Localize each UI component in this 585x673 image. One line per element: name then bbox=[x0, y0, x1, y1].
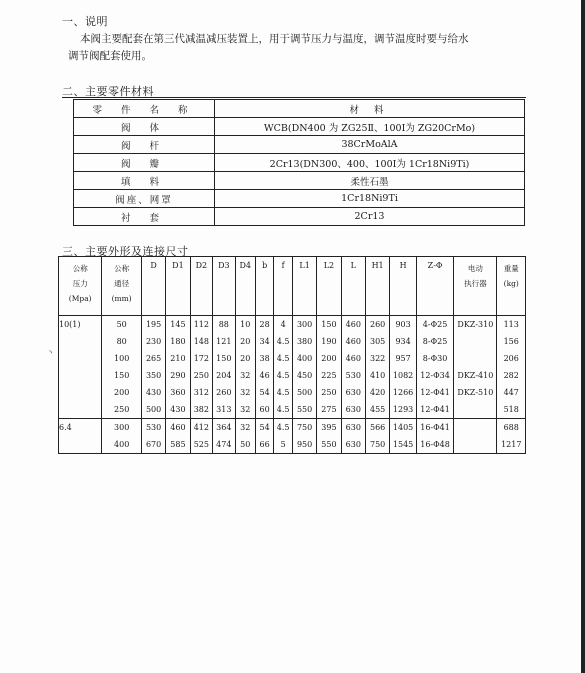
dimensions-body bbox=[59, 316, 526, 454]
dimension-cell: 750 bbox=[292, 419, 316, 437]
dimension-cell: 300 bbox=[292, 316, 316, 334]
col-D2: D2 bbox=[190, 257, 212, 316]
part-name-header: 零 件 名 称 bbox=[74, 100, 215, 118]
dimension-cell: 200 bbox=[102, 384, 142, 401]
col-D4: D4 bbox=[235, 257, 255, 316]
dimension-cell: 260 bbox=[213, 384, 235, 401]
dimension-cell: 1293 bbox=[390, 401, 417, 419]
actuator-header: 电动 执行器 bbox=[454, 257, 497, 316]
dimension-cell: 430 bbox=[166, 401, 190, 419]
dimension-cell: 16-Φ48 bbox=[416, 436, 453, 454]
dimensions-row bbox=[59, 384, 526, 401]
parts-header-row bbox=[74, 100, 525, 118]
dimension-cell: 32 bbox=[235, 367, 255, 384]
dimension-cell: 903 bbox=[390, 316, 417, 334]
dimension-cell: 950 bbox=[292, 436, 316, 454]
dimension-cell: 32 bbox=[235, 401, 255, 419]
dimensions-row bbox=[59, 436, 526, 454]
dimension-cell: 688 bbox=[497, 419, 526, 437]
dimension-cell: 500 bbox=[141, 401, 165, 419]
dimension-cell: 54 bbox=[255, 419, 273, 437]
dimension-cell: 530 bbox=[141, 419, 165, 437]
dimension-cell: 5 bbox=[274, 436, 293, 454]
dimension-cell: 172 bbox=[190, 350, 212, 367]
section3-title: 三、主要外形及连接尺寸 bbox=[62, 245, 189, 258]
dimension-cell: 450 bbox=[292, 367, 316, 384]
dimensions-row bbox=[59, 401, 526, 419]
dimension-cell: 750 bbox=[365, 436, 389, 454]
diameter-header: 公称 通径 (mm) bbox=[102, 257, 142, 316]
dimension-cell: 230 bbox=[141, 333, 165, 350]
dimension-cell bbox=[454, 333, 497, 350]
dimension-cell: 322 bbox=[365, 350, 389, 367]
dimension-cell: 1082 bbox=[390, 367, 417, 384]
section2-underline bbox=[62, 97, 526, 98]
dimension-cell: 585 bbox=[166, 436, 190, 454]
dimension-cell: 32 bbox=[235, 384, 255, 401]
col-L1: L1 bbox=[292, 257, 316, 316]
dimension-cell: 4.5 bbox=[274, 350, 293, 367]
dimension-cell: 275 bbox=[317, 401, 341, 419]
dimension-cell: 530 bbox=[341, 367, 365, 384]
col-D3: D3 bbox=[213, 257, 235, 316]
dimension-cell: 312 bbox=[190, 384, 212, 401]
dimension-cell: 957 bbox=[390, 350, 417, 367]
dimension-cell: 670 bbox=[141, 436, 165, 454]
dimension-cell: 260 bbox=[365, 316, 389, 334]
col-H: H bbox=[390, 257, 417, 316]
part-material: 柔性石墨 bbox=[215, 172, 525, 190]
dimension-cell: 16-Φ41 bbox=[416, 419, 453, 437]
dimension-cell: 420 bbox=[365, 384, 389, 401]
parts-row bbox=[74, 118, 525, 136]
dimension-cell: 412 bbox=[190, 419, 212, 437]
dimension-cell: 550 bbox=[317, 436, 341, 454]
dimension-cell: 4.5 bbox=[274, 419, 293, 437]
dimension-cell: 460 bbox=[341, 316, 365, 334]
dimension-cell: 121 bbox=[213, 333, 235, 350]
dimension-cell: 305 bbox=[365, 333, 389, 350]
part-name: 阀 瓣 bbox=[74, 154, 215, 172]
parts-row bbox=[74, 208, 525, 226]
dimension-cell: 364 bbox=[213, 419, 235, 437]
dimension-cell: 4.5 bbox=[274, 384, 293, 401]
col-D: D bbox=[141, 257, 165, 316]
dimension-cell: 630 bbox=[341, 419, 365, 437]
dimension-cell: DKZ-410 bbox=[454, 367, 497, 384]
parts-row bbox=[74, 154, 525, 172]
dimension-cell: 50 bbox=[235, 436, 255, 454]
dimension-cell: 66 bbox=[255, 436, 273, 454]
dimension-cell: 6.4 bbox=[59, 419, 102, 437]
dimension-cell bbox=[454, 350, 497, 367]
pressure-header: 公称 压力 (Mpa) bbox=[59, 257, 102, 316]
dimension-cell: 225 bbox=[317, 367, 341, 384]
col-L2: L2 bbox=[317, 257, 341, 316]
dimension-cell: 360 bbox=[166, 384, 190, 401]
dimension-cell: DKZ-310 bbox=[454, 316, 497, 334]
parts-row bbox=[74, 190, 525, 208]
dimension-cell bbox=[454, 401, 497, 419]
part-name: 衬 套 bbox=[74, 208, 215, 226]
dimension-cell: 113 bbox=[497, 316, 526, 334]
dimension-cell: 8-Φ25 bbox=[416, 333, 453, 350]
dimension-cell: 1266 bbox=[390, 384, 417, 401]
dimension-cell: 630 bbox=[341, 401, 365, 419]
part-name: 填 料 bbox=[74, 172, 215, 190]
dimension-cell: 60 bbox=[255, 401, 273, 419]
dimension-cell: 190 bbox=[317, 333, 341, 350]
dimension-cell: 8-Φ30 bbox=[416, 350, 453, 367]
description-line2: 调节阀配套使用。 bbox=[68, 50, 152, 62]
dimension-cell: 455 bbox=[365, 401, 389, 419]
dimensions-row bbox=[59, 419, 526, 437]
dimension-cell: 4-Φ25 bbox=[416, 316, 453, 334]
dimension-cell: 380 bbox=[292, 333, 316, 350]
dimension-cell bbox=[59, 401, 102, 419]
dimension-cell: 88 bbox=[213, 316, 235, 334]
dimensions-row bbox=[59, 367, 526, 384]
parts-materials-table bbox=[73, 99, 525, 226]
weight-header: 重量 (kg) bbox=[497, 257, 526, 316]
part-name: 阀 杆 bbox=[74, 136, 215, 154]
dimension-cell: 54 bbox=[255, 384, 273, 401]
section2-title: 二、主要零件材料 bbox=[62, 85, 154, 98]
dimensions-row bbox=[59, 316, 526, 334]
dimensions-table bbox=[58, 256, 526, 454]
dimension-cell: 150 bbox=[213, 350, 235, 367]
dimension-cell: 204 bbox=[213, 367, 235, 384]
col-f: f bbox=[274, 257, 293, 316]
dimension-cell: 4 bbox=[274, 316, 293, 334]
dimension-cell: 550 bbox=[292, 401, 316, 419]
dimension-cell: DKZ-510 bbox=[454, 384, 497, 401]
dimension-cell: 28 bbox=[255, 316, 273, 334]
dimension-cell: 32 bbox=[235, 419, 255, 437]
dimension-cell: 38 bbox=[255, 350, 273, 367]
dimension-cell: 282 bbox=[497, 367, 526, 384]
part-material: 38CrMoAlA bbox=[215, 136, 525, 154]
dimension-cell bbox=[59, 384, 102, 401]
dimension-cell: 180 bbox=[166, 333, 190, 350]
dimension-cell: 4.5 bbox=[274, 401, 293, 419]
dimension-cell: 150 bbox=[102, 367, 142, 384]
dimensions-row bbox=[59, 333, 526, 350]
dimension-cell: 10 bbox=[235, 316, 255, 334]
dimension-cell: 12-Φ41 bbox=[416, 384, 453, 401]
dimension-cell: 50 bbox=[102, 316, 142, 334]
dimension-cell: 460 bbox=[166, 419, 190, 437]
dimension-cell bbox=[59, 350, 102, 367]
dimension-cell: 630 bbox=[341, 436, 365, 454]
part-material: 2Cr13 bbox=[215, 208, 525, 226]
dimension-cell: 12-Φ34 bbox=[416, 367, 453, 384]
dimension-cell: 518 bbox=[497, 401, 526, 419]
dimension-cell: 145 bbox=[166, 316, 190, 334]
dimension-cell: 566 bbox=[365, 419, 389, 437]
part-name: 阀 体 bbox=[74, 118, 215, 136]
dimension-cell: 430 bbox=[141, 384, 165, 401]
dimensions-header-row bbox=[59, 257, 526, 316]
dimension-cell: 195 bbox=[141, 316, 165, 334]
dimension-cell bbox=[59, 436, 102, 454]
dimension-cell: 395 bbox=[317, 419, 341, 437]
section1-title: 一、说明 bbox=[62, 15, 108, 28]
dimension-cell: 460 bbox=[341, 333, 365, 350]
dimension-cell: 410 bbox=[365, 367, 389, 384]
part-name: 阀座、网罩 bbox=[74, 190, 215, 208]
dimension-cell: 20 bbox=[235, 333, 255, 350]
dimension-cell: 447 bbox=[497, 384, 526, 401]
margin-mark: ヽ bbox=[46, 348, 56, 358]
dimension-cell: 630 bbox=[341, 384, 365, 401]
col-b: b bbox=[255, 257, 273, 316]
dimension-cell: 934 bbox=[390, 333, 417, 350]
dimension-cell: 500 bbox=[292, 384, 316, 401]
part-material: WCB(DN400 为 ZG25Ⅱ、100Ⅰ为 ZG20CrMo) bbox=[215, 118, 525, 136]
dimension-cell: 290 bbox=[166, 367, 190, 384]
dimension-cell: 148 bbox=[190, 333, 212, 350]
dimension-cell bbox=[59, 333, 102, 350]
dimension-cell bbox=[59, 367, 102, 384]
dimension-cell: 200 bbox=[317, 350, 341, 367]
dimension-cell: 1545 bbox=[390, 436, 417, 454]
dimension-cell: 4.5 bbox=[274, 333, 293, 350]
dimension-cell: 382 bbox=[190, 401, 212, 419]
material-header: 材 料 bbox=[215, 100, 525, 118]
description-line1: 本阀主要配套在第三代减温减压装置上，用于调节压力与温度，调节温度时要与给水 bbox=[80, 33, 469, 45]
parts-row bbox=[74, 172, 525, 190]
dimension-cell: 460 bbox=[341, 350, 365, 367]
dimension-cell: 1217 bbox=[497, 436, 526, 454]
col-H1: H1 bbox=[365, 257, 389, 316]
dimension-cell: 80 bbox=[102, 333, 142, 350]
dimension-cell: 206 bbox=[497, 350, 526, 367]
dimension-cell: 112 bbox=[190, 316, 212, 334]
dimension-cell: 20 bbox=[235, 350, 255, 367]
dimension-cell: 400 bbox=[292, 350, 316, 367]
dimension-cell: 46 bbox=[255, 367, 273, 384]
scan-edge bbox=[581, 0, 585, 673]
dimensions-row bbox=[59, 350, 526, 367]
dimension-cell bbox=[454, 436, 497, 454]
dimension-cell: 210 bbox=[166, 350, 190, 367]
dimension-cell: 350 bbox=[141, 367, 165, 384]
dimension-cell: 4.5 bbox=[274, 367, 293, 384]
dimension-cell: 10(1) bbox=[59, 316, 102, 334]
dimension-cell: 1405 bbox=[390, 419, 417, 437]
dimension-cell: 250 bbox=[190, 367, 212, 384]
dimension-cell bbox=[454, 419, 497, 437]
dimension-cell: 150 bbox=[317, 316, 341, 334]
dimension-cell: 34 bbox=[255, 333, 273, 350]
dimension-cell: 250 bbox=[102, 401, 142, 419]
dimension-cell: 265 bbox=[141, 350, 165, 367]
part-material: 2Cr13(DN300、400、100Ⅰ为 1Cr18Ni9Ti) bbox=[215, 154, 525, 172]
col-D1: D1 bbox=[166, 257, 190, 316]
dimension-cell: 525 bbox=[190, 436, 212, 454]
dimension-cell: 250 bbox=[317, 384, 341, 401]
dimension-cell: 474 bbox=[213, 436, 235, 454]
parts-row bbox=[74, 136, 525, 154]
col-L: L bbox=[341, 257, 365, 316]
col-Z: Z-Φ bbox=[416, 257, 453, 316]
dimension-cell: 100 bbox=[102, 350, 142, 367]
dimension-cell: 300 bbox=[102, 419, 142, 437]
dimension-cell: 313 bbox=[213, 401, 235, 419]
dimension-cell: 400 bbox=[102, 436, 142, 454]
dimension-cell: 156 bbox=[497, 333, 526, 350]
part-material: 1Cr18Ni9Ti bbox=[215, 190, 525, 208]
dimension-cell: 12-Φ41 bbox=[416, 401, 453, 419]
